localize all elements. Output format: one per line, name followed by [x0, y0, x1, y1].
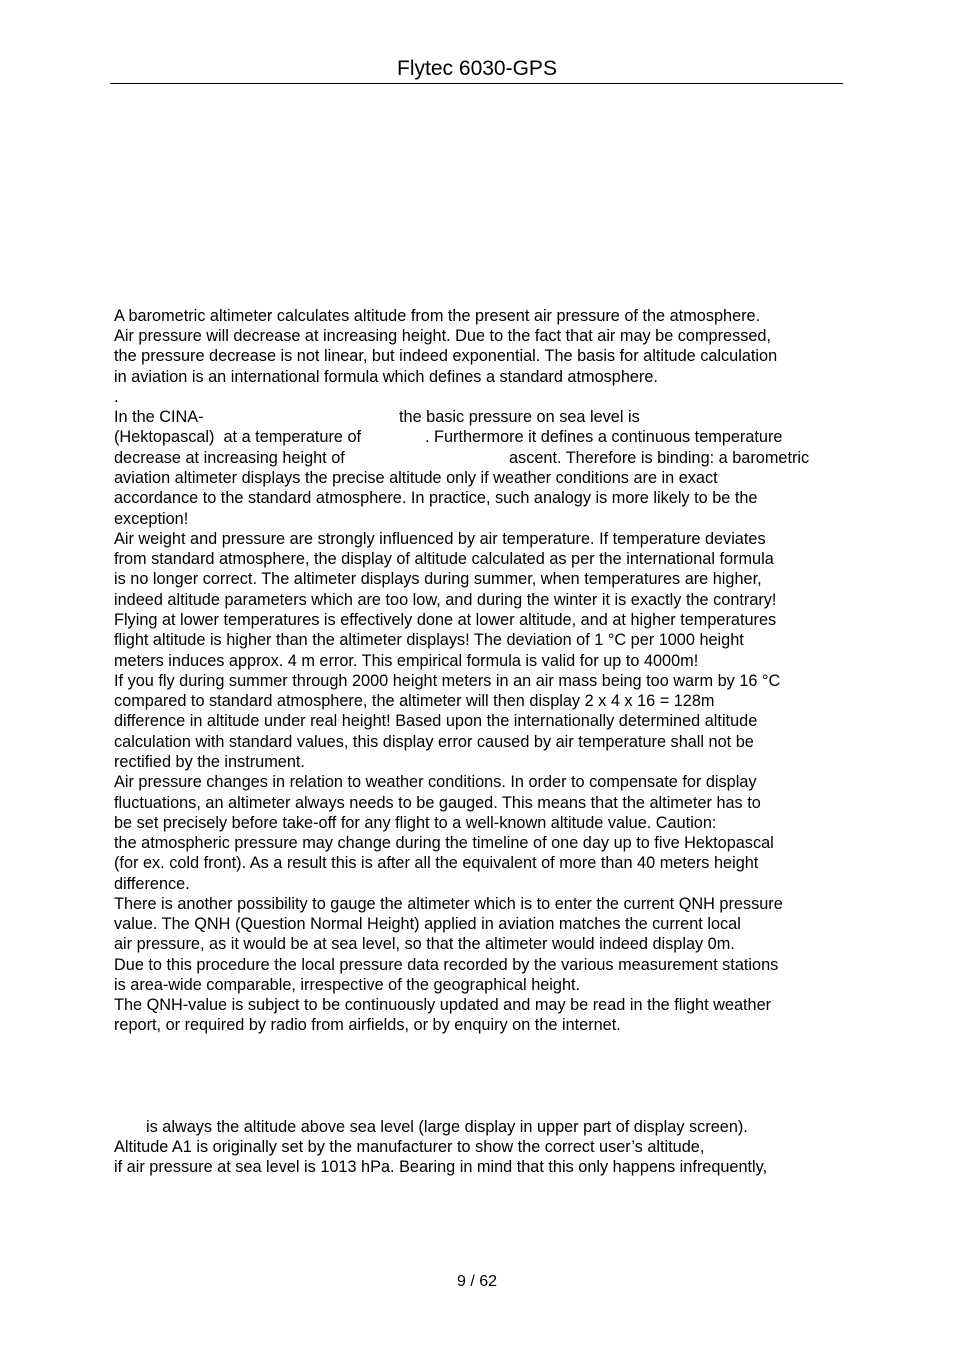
header-divider	[110, 83, 843, 84]
text-line: Flying at lower temperatures is effectively done at lower altitude, and at higher temperatures	[114, 611, 777, 629]
text-line: if air pressure at sea level is 1013 hPa. Bearing in mind that this only happens infrequently,	[114, 1158, 768, 1176]
text-line: Due to this procedure the local pressure data recorded by the various measurement stations	[114, 956, 779, 974]
text-line: A barometric altimeter calculates altitude from the present air pressure of the atmosphere.	[114, 307, 761, 325]
text-fragment: ascent. Therefore is binding: a barometric	[509, 449, 810, 467]
text-line: the atmospheric pressure may change during the timeline of one day up to five Hektopascal	[114, 834, 774, 852]
text-line: aviation altimeter displays the precise altitude only if weather conditions are in exact	[114, 469, 718, 487]
text-line: Air pressure changes in relation to weather conditions. In order to compensate for display	[114, 773, 757, 791]
text-line: report, or required by radio from airfields, or by enquiry on the internet.	[114, 1016, 621, 1034]
text-line: Air pressure will decrease at increasing height. Due to the fact that air may be compressed,	[114, 327, 771, 345]
text-line: Air weight and pressure are strongly influenced by air temperature. If temperature deviates	[114, 530, 766, 548]
text-line: .	[114, 388, 119, 406]
text-line: The QNH-value is subject to be continuously updated and may be read in the flight weather	[114, 996, 772, 1014]
text-line: flight altitude is higher than the altimeter displays! The deviation of 1 °C per 1000 height	[114, 631, 744, 649]
text-line: value. The QNH (Question Normal Height) applied in aviation matches the current local	[114, 915, 741, 933]
page-number: 9 / 62	[456, 1273, 498, 1290]
text-line: be set precisely before take-off for any flight to a well-known altitude value. Caution:	[114, 814, 717, 832]
text-line: in aviation is an international formula which defines a standard atmosphere.	[114, 368, 658, 386]
text-line: rectified by the instrument.	[114, 753, 305, 771]
text-line: calculation with standard values, this display error caused by air temperature shall not be	[114, 733, 754, 751]
text-line: meters induces approx. 4 m error. This empirical formula is valid for up to 4000m!	[114, 652, 699, 670]
text-line: air pressure, as it would be at sea level, so that the altimeter would indeed display 0m.	[114, 935, 735, 953]
text-fragment: . Furthermore it defines a continuous temperature	[425, 428, 783, 446]
text-fragment: decrease at increasing height of	[114, 449, 345, 467]
text-line: the pressure decrease is not linear, but indeed exponential. The basis for altitude calculation	[114, 347, 778, 365]
text-line: Altitude A1 is originally set by the manufacturer to show the correct user’s altitude,	[114, 1138, 705, 1156]
text-line: from standard atmosphere, the display of altitude calculated as per the international formula	[114, 550, 774, 568]
page-header-title: Flytec 6030-GPS	[397, 57, 557, 80]
text-line: (for ex. cold front). As a result this is after all the equivalent of more than 40 meters height	[114, 854, 759, 872]
text-line: is area-wide comparable, irrespective of the geographical height.	[114, 976, 581, 994]
text-fragment: In the CINA-	[114, 408, 204, 426]
text-fragment: the basic pressure on sea level is	[399, 408, 640, 426]
text-line: compared to standard atmosphere, the altimeter will then display 2 x 4 x 16 = 128m	[114, 692, 715, 710]
text-line: is no longer correct. The altimeter displays during summer, when temperatures are higher,	[114, 570, 762, 588]
text-line: indeed altitude parameters which are too low, and during the winter it is exactly the contrary!	[114, 591, 777, 609]
text-line: exception!	[114, 510, 189, 528]
text-line: difference in altitude under real height! Based upon the internationally determined altitude	[114, 712, 758, 730]
text-line: fluctuations, an altimeter always needs to be gauged. This means that the altimeter has to	[114, 794, 761, 812]
text-fragment: is always the altitude above sea level (large display in upper part of display screen).	[146, 1118, 748, 1136]
text-line: There is another possibility to gauge the altimeter which is to enter the current QNH pressure	[114, 895, 783, 913]
text-line: accordance to the standard atmosphere. In practice, such analogy is more likely to be the	[114, 489, 758, 507]
text-line: If you fly during summer through 2000 height meters in an air mass being too warm by 16 °C	[114, 672, 781, 690]
text-line: difference.	[114, 875, 190, 893]
text-fragment: (Hektopascal) at a temperature of	[114, 428, 362, 446]
